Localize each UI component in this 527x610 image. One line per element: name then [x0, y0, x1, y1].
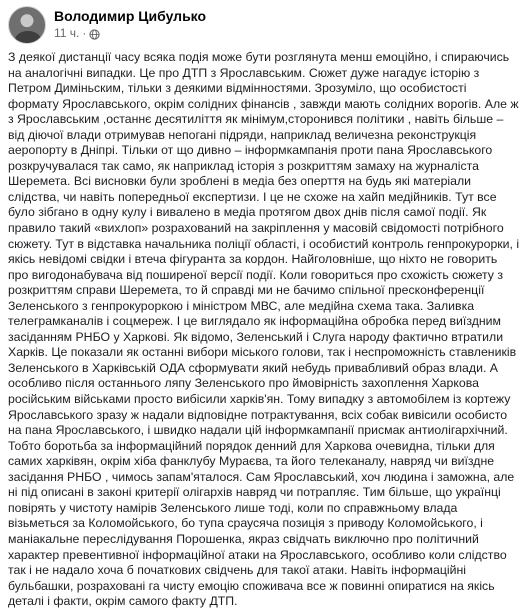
globe-icon[interactable] — [89, 28, 100, 39]
post-time[interactable]: 11 ч. — [54, 26, 80, 40]
post-text: З деякої дистанції часу всяка подія може бути розглянута менш емоційно, і спираючись на аналогічні випадки. Це про ДТП з Ярославським. Сюжет дуже нагадує історію з Петром Диміньским, тільки з деякими відмінностями. Зрозуміло, що особистості формату Ярославського, окрім солідних фінансів , завжди мають солідних ворогів. Але ж з Ярославським ,останнє десятиліття як мінімум,сторонився політики , навіть більше – від діючої влади отримував непогані підряди, наприклад величезна реконструкція аеропорту в Дніпрі. Тільки от що дивно – інформкампанія проти пана Ярославського розкручувалася так само, як наприклад історія з розкриттям замаху на журналіста Шеремета. Всі висновки були зроблені в медіа без оперття на будь які матеріали слідства, чи навіть попередньої експертизи. І це не схоже на хайп медійників. Тут все було зібгано в одну кулу і вивалено в медіа протягом двох днів після самої події. Як правило такий «вихлоп» розрахований на закріплення у масовій свідомості потрібного сюжету. Тут в відставка начальника поліції області, і особистий контроль генпрокурорки, і якісь невідомі свідки і втеча фігуранта за кордон. Найголовніше, що ніхто не говорить про вигодонабувача від поширеної версії події. Коли говориться про схожість сюжету з розкриттям справи Шеремета, то й справді ми не бачимо спільної пресконференції Зеленського з генпрокуроркою і міністром МВС, але медійна схема така. Заливка телеграмканалів і соцмереж. І це виглядало як інформаційна обробка перед виїздним засіданням РНБО у Харкові. Як відомо, Зеленський і Слуга народу фактично втратили Харків. Це показали як останні вибори міського голови, так і неспроможність ставлеників Зеленського в Харківській ОДА сформувати який небудь привабливий образ влади. А особливо після останнього ляпу Зеленського про ймовірність захоплення Харкова російським військами просто вибісили харків'ян. Тому випадку з автомобілем із кортежу Ярославського зразу ж надали відповідне потрактування, всіх собак вивісили особисто на пана Ярославського, і швидко надали цій інформкампанії присмак антиолігархічний. Тобто боротьба за інформаційний порядок денний для Харкова очевидна, тільки для самих харківян, окрім хіба фанклубу Мураєва, та його телеканалу, навряд чи виїздне засідання РНБО , чимось запам'яталося. Сам Ярославський, хоч людина і заможна, але ні під описані в законі критерії олігархів навряд чи потрапляє. Тим більше, що українці повірять у чистоту намірів Зеленського лише тоді, коли по справжньому влада візьметься за Коломойського, бо тупа сраусяча позиція з приводу Коломойського, і маніакальне переслідування Порошенка, якраз свідчать виключно про політичний характер превентивної інформаційної атаки на Ярославського, особливо коли слідство так і не надало хоча б початкових свідчень для такої атаки. Навіть інформаційні бульбашки, розраховані га чисту емоцію споживача все ж повинні опиратися на якісь деталі і факти, окрім самого факту ДТП. — [8, 50, 520, 609]
post-body — [8, 50, 520, 610]
separator-dot: · — [82, 26, 87, 40]
post-timestamp-line — [54, 25, 206, 41]
post-header — [8, 6, 206, 44]
author-name[interactable]: Володимир Цибулько — [54, 8, 207, 24]
post-meta — [54, 7, 206, 41]
author-avatar[interactable] — [8, 6, 46, 44]
